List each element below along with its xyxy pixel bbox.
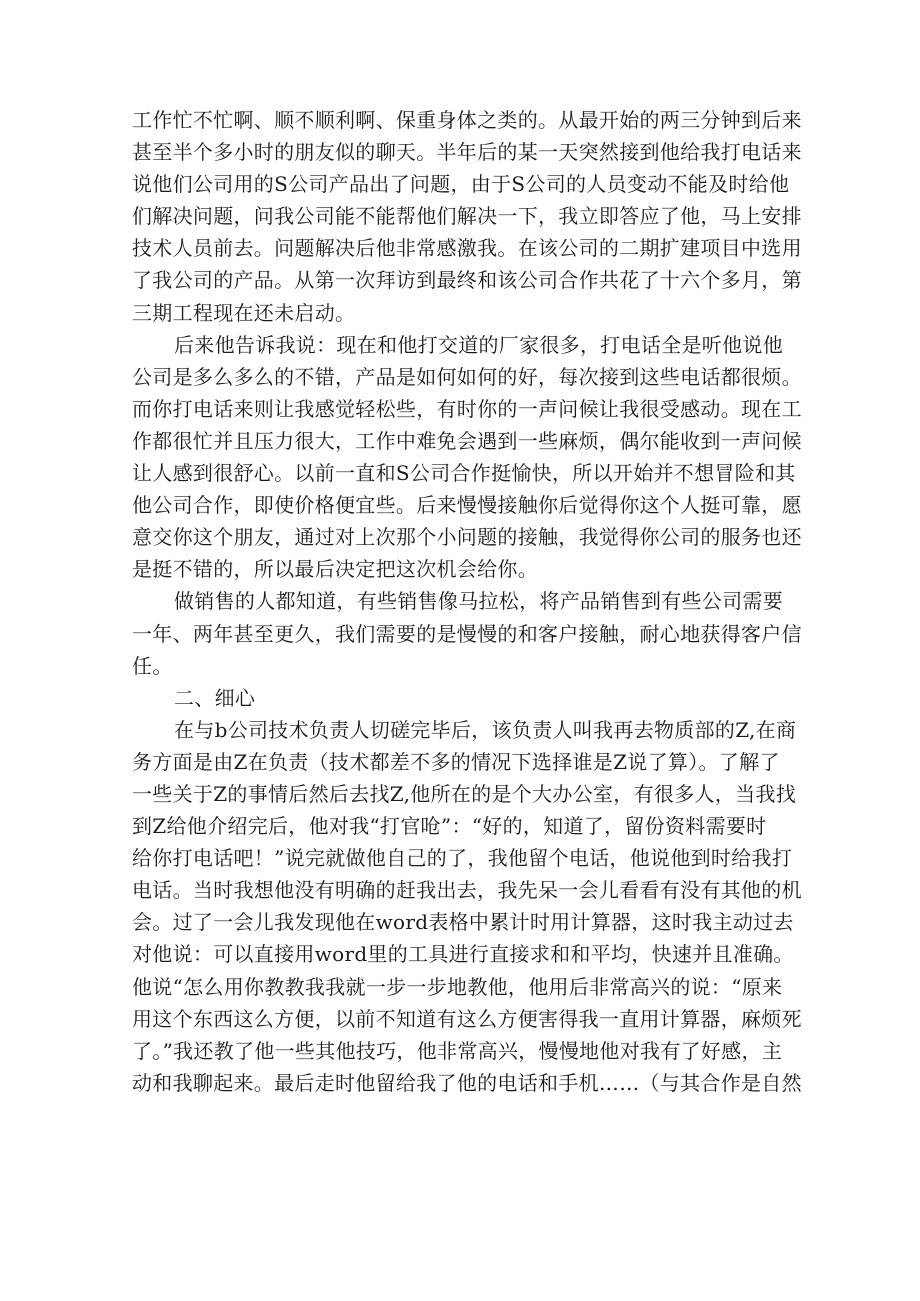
text-line: 作都很忙并且压力很大，工作中难免会遇到一些麻烦，偶尔能收到一声问候 [132, 428, 802, 453]
text-line: 技术人员前去。问题解决后他非常感激我。在该公司的二期扩建项目中选用 [132, 236, 802, 261]
text-line: 务方面是由Z在负责（技术都差不多的情况下选择谁是Z说了算）。了解了 [132, 749, 780, 774]
heading-text: 二、细心 [174, 685, 256, 710]
paragraph-1 [132, 104, 802, 329]
text-line: 任。 [132, 653, 173, 678]
document-body [132, 104, 802, 1099]
text-line: 他公司合作，即使价格便宜些。后来慢慢接触你后觉得你这个人挺可靠，愿 [132, 493, 802, 518]
text-line: 到Z给他介绍完后，他对我“打官呛”：“好的，知道了，留份资料需要时 [132, 814, 767, 839]
text-line: 给你打电话吧！”说完就做他自己的了，我他留个电话，他说他到时给我打 [132, 846, 793, 871]
text-line: 一年、两年甚至更久，我们需要的是慢慢的和客户接触，耐心地获得客户信 [132, 621, 802, 646]
paragraph-3 [132, 585, 802, 681]
text-line: 动和我聊起来。最后走时他留给我了他的电话和手机……（与其合作是自然 [132, 1070, 802, 1095]
text-line: 他说“怎么用你教教我我就一步一步地教他，他用后非常高兴的说：“原来 [132, 974, 783, 999]
text-line: 会。过了一会儿我发现他在word表格中累计时用计算器，这时我主动过去 [132, 910, 794, 935]
text-line: 了我公司的产品。从第一次拜访到最终和该公司合作共花了十六个多月，第 [132, 268, 802, 293]
text-line: 是挺不错的，所以最后决定把这次机会给你。 [132, 557, 538, 582]
text-line: 们解决问题，问我公司能不能帮他们解决一下，我立即答应了他，马上安排 [132, 204, 802, 229]
text-line: 用这个东西这么方便，以前不知道有这么方便害得我一直用计算器，麻烦死 [132, 1006, 802, 1031]
text-line: 后来他告诉我说：现在和他打交道的厂家很多，打电话全是听他说他 [174, 332, 783, 357]
text-line: 一些关于Z的事情后然后去找Z,他所在的是个大办公室，有很多人，当我找 [132, 781, 796, 806]
text-line: 说他们公司用的S公司产品出了问题，由于S公司的人员变动不能及时给他 [132, 172, 790, 197]
text-line: 让人感到很舒心。以前一直和S公司合作挺愉快，所以开始并不想冒险和其 [132, 461, 796, 486]
text-line: 做销售的人都知道，有些销售像马拉松，将产品销售到有些公司需要 [174, 589, 783, 614]
text-line: 对他说：可以直接用word里的工具进行直接求和和平均，快速并且准确。 [132, 942, 794, 967]
text-line: 三期工程现在还未启动。 [132, 300, 356, 325]
text-line: 意交你这个朋友，通过对上次那个小问题的接触，我觉得你公司的服务也还 [132, 525, 802, 550]
text-line: 电话。当时我想他没有明确的赶我出去，我先呆一会儿看看有没有其他的机 [132, 878, 802, 903]
paragraph-4 [132, 714, 802, 1099]
text-line: 公司是多么多么的不错，产品是如何如何的好，每次接到这些电话都很烦。 [132, 364, 802, 389]
text-line: 甚至半个多小时的朋友似的聊天。半年后的某一天突然接到他给我打电话来 [132, 140, 802, 165]
text-line: 在与b公司技术负责人切磋完毕后，该负责人叫我再去物质部的Z,在商 [174, 717, 797, 742]
text-line: 而你打电话来则让我感觉轻松些，有时你的一声问候让我很受感动。现在工 [132, 396, 802, 421]
text-line: 了。”我还教了他一些其他技巧，他非常高兴，慢慢地他对我有了好感，主 [132, 1038, 783, 1063]
section-heading [132, 682, 792, 714]
paragraph-2 [132, 329, 802, 586]
text-line: 工作忙不忙啊、顺不顺利啊、保重身体之类的。从最开始的两三分钟到后来 [132, 108, 802, 132]
